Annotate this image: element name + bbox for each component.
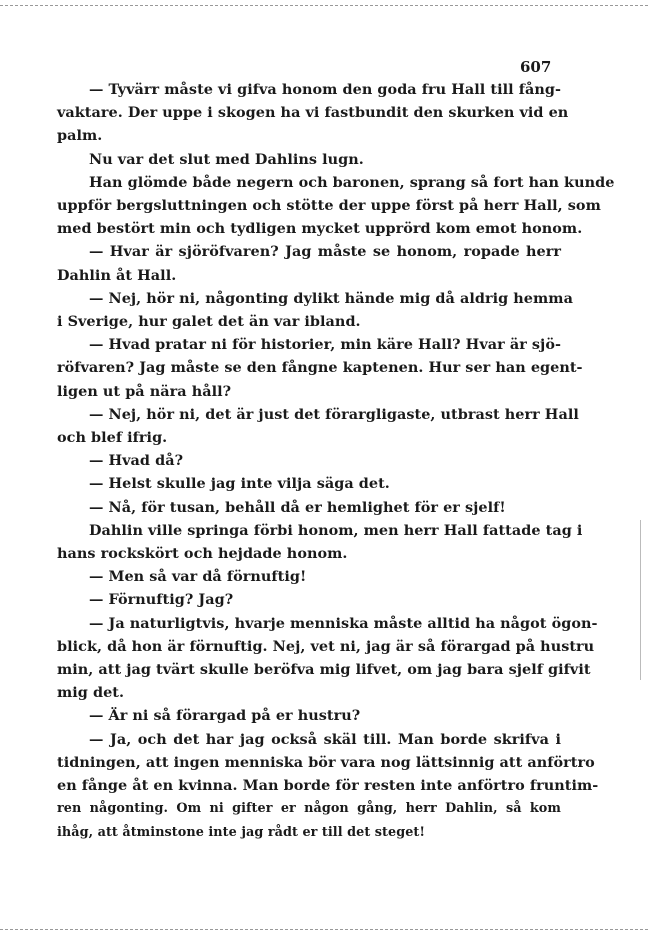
text-line: ren någonting. Om ni gifter er någon gång, herr Dahlin, så kom [57, 801, 561, 817]
text-line: hans rockskört och hejdade honom. [57, 545, 348, 563]
text-line: ligen ut på nära håll? [57, 382, 232, 400]
text-line: mig det. [57, 684, 125, 702]
body-text [57, 78, 615, 844]
text-line: — Nej, hör ni, det är just det förargligaste, utbrast herr Hall [89, 405, 579, 423]
text-line: min, att jag tvärt skulle beröfva mig lifvet, om jag bara sjelf gifvit [57, 661, 591, 679]
text-line: Dahlin åt Hall. [57, 266, 177, 284]
text-line: — Tyvärr måste vi gifva honom den goda fru Hall till fång- [89, 81, 561, 98]
text-line: — Ja naturligtvis, hvarje menniska måste alltid ha något ögon- [89, 614, 598, 632]
text-line: och blef ifrig. [57, 429, 168, 447]
page-number: 607 [520, 58, 552, 76]
text-line: uppför bergsluttningen och stötte der uppe först på herr Hall, som [57, 197, 601, 215]
scan-edge-top [0, 5, 648, 6]
text-line: i Sverige, hur galet det än var ibland. [57, 313, 361, 331]
text-line: — Ja, och det har jag också skäl till. Man borde skrifva i [89, 730, 561, 748]
text-line: — Hvad pratar ni för historier, min käre Hall? Hvar är sjö- [89, 336, 561, 354]
text-line: — Förnuftig? Jag? [89, 591, 234, 609]
text-line: palm. [57, 127, 103, 145]
text-line: — Helst skulle jag inte vilja säga det. [89, 475, 390, 493]
text-line: röfvaren? Jag måste se den fångne kaptenen. Hur ser han egent- [57, 359, 583, 377]
text-line: — Hvad då? [89, 452, 184, 470]
text-line: — Nej, hör ni, någonting dylikt hände mig då aldrig hemma [89, 289, 573, 307]
text-line: — Är ni så förargad på er hustru? [89, 707, 361, 725]
text-line: — Men så var då förnuftig! [89, 568, 307, 586]
text-line: tidningen, att ingen menniska bör vara nog lättsinnig att anförtro [57, 753, 595, 771]
scan-edge-bottom [0, 929, 648, 930]
text-line: vaktare. Der uppe i skogen ha vi fastbundit den skurken vid en [57, 104, 569, 122]
text-line: — Hvar är sjöröfvaren? Jag måste se honom, ropade herr [89, 243, 561, 261]
text-line: Dahlin ville springa förbi honom, men herr Hall fattade tag i [89, 521, 583, 539]
scan-edge-right [640, 520, 641, 680]
text-line: Han glömde både negern och baronen, sprang så fort han kunde [89, 173, 615, 191]
text-line: ihåg, att åtminstone inte jag rådt er till det steget! [57, 824, 426, 840]
text-line: blick, då hon är förnuftig. Nej, vet ni, jag är så förargad på hustru [57, 637, 595, 655]
text-line: Nu var det slut med Dahlins lugn. [89, 150, 364, 168]
text-line: med bestört min och tydligen mycket upprörd kom emot honom. [57, 220, 583, 238]
text-line: — Nå, för tusan, behåll då er hemlighet för er sjelf! [89, 498, 506, 516]
text-line: en fånge åt en kvinna. Man borde för resten inte anförtro fruntim- [57, 777, 599, 795]
